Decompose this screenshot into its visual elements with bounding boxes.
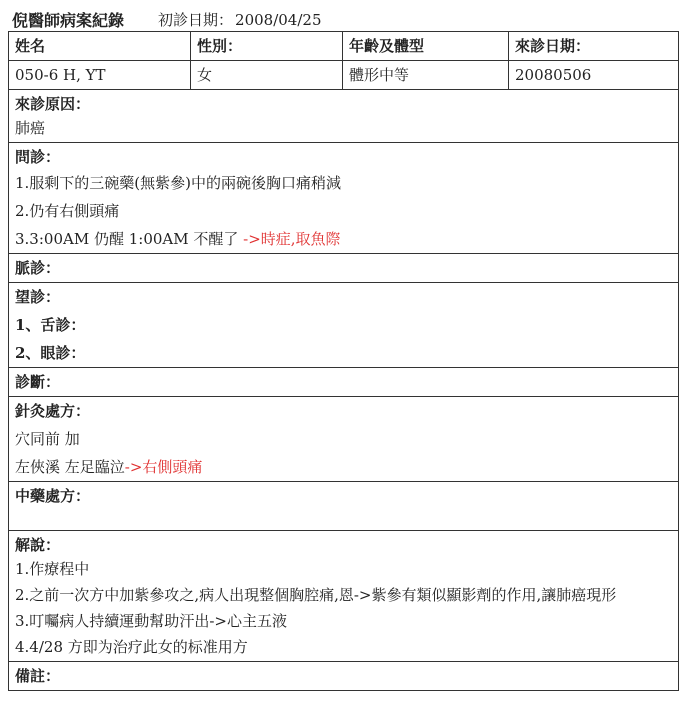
first-visit: [158, 9, 321, 30]
name-label: 姓名: [9, 32, 191, 61]
pulse-row: [9, 254, 679, 283]
record-header: [12, 6, 322, 32]
eye-diagnosis: 2、眼診：: [15, 344, 86, 362]
observation-row: [9, 283, 679, 368]
patient-values-row: [9, 61, 679, 90]
record-title: 倪醫師病案紀錄: [12, 10, 125, 30]
inquiry-line-1: 1.服剩下的三碗藥(無紫參)中的兩碗後胸口痛稍減: [15, 174, 342, 192]
age-label: 年齡及體型: [343, 32, 509, 61]
explanation-line-4: 4.4/28 方即为治疗此女的标准用方: [15, 638, 248, 656]
patient-header-row: [9, 32, 679, 61]
acupuncture-line-2: [15, 455, 672, 479]
record-table: [8, 31, 679, 691]
patient-sex: 女: [191, 61, 343, 90]
patient-name: 050-6 H, YT: [9, 61, 191, 90]
inquiry-line-2: 2.仍有右側頭痛: [15, 202, 120, 220]
inquiry-line-3: [15, 227, 672, 251]
acupuncture-line-2-text: 左俠溪 左足臨泣: [15, 458, 125, 476]
acupuncture-row: [9, 397, 679, 482]
diagnosis-row: [9, 368, 679, 397]
inquiry-line-3-text: 3.3:00AM 仍醒 1:00AM 不醒了: [15, 230, 244, 248]
diagnosis-label: 診斷：: [15, 373, 61, 391]
explanation-line-1: 1.作療程中: [15, 560, 90, 578]
herbal-label: 中藥處方：: [15, 487, 91, 505]
herbal-row: [9, 482, 679, 531]
visit-date-label: 來診日期：: [509, 32, 679, 61]
explanation-label: 解說：: [15, 536, 61, 554]
first-visit-label: 初診日期：: [158, 10, 234, 29]
inquiry-row: [9, 143, 679, 254]
explanation-line-2: 2.之前一次方中加紫參攻之,病人出現整個胸腔痛,恩->紫參有類似顯影劑的作用,讓肺癌現形: [15, 586, 617, 604]
reason-text: 肺癌: [15, 119, 46, 137]
pulse-label: 脈診：: [15, 259, 61, 277]
reason-row: [9, 90, 679, 143]
sex-label: 性別：: [191, 32, 343, 61]
explanation-line-3: 3.叮囑病人持續運動幫助汗出->心主五液: [15, 612, 287, 630]
patient-body-type: 體形中等: [343, 61, 509, 90]
reason-label: 來診原因：: [15, 95, 91, 113]
visit-date: 20080506: [509, 61, 679, 90]
remarks-row: [9, 662, 679, 691]
first-visit-date: 2008/04/25: [235, 10, 322, 29]
acupuncture-line-2-note: ->右側頭痛: [124, 458, 203, 476]
explanation-row: [9, 531, 679, 662]
acupuncture-line-1: 穴同前 加: [15, 430, 80, 448]
inquiry-line-3-note: ->時症,取魚際: [243, 230, 341, 248]
inquiry-label: 問診：: [15, 148, 61, 166]
remarks-label: 備註：: [15, 667, 61, 685]
tongue-diagnosis: 1、舌診：: [15, 316, 86, 334]
acupuncture-label: 針灸處方：: [15, 402, 91, 420]
observation-label: 望診：: [15, 288, 61, 306]
